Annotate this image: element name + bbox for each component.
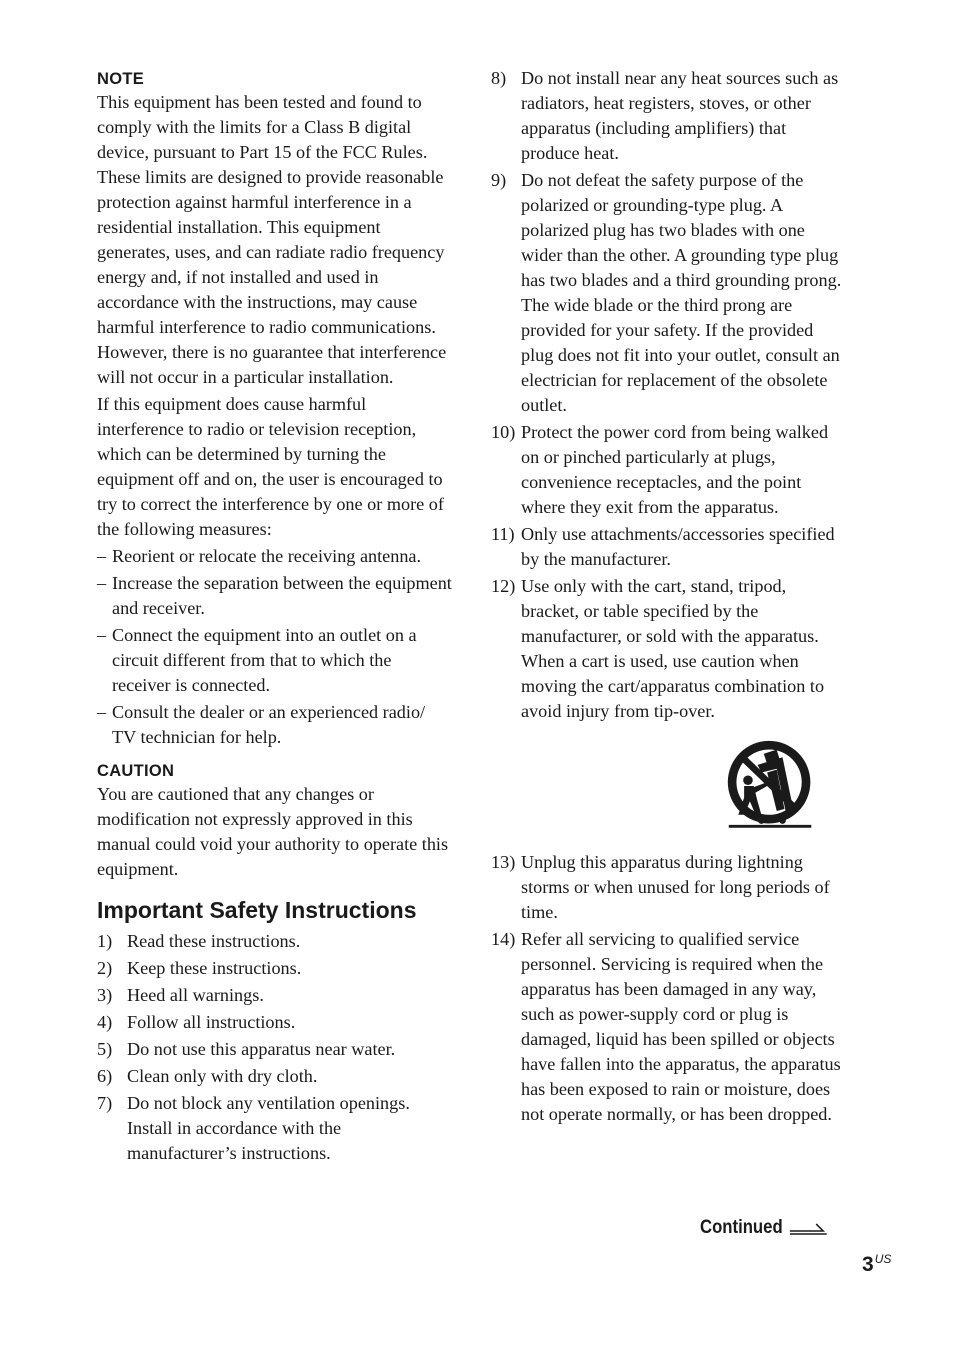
list-item: 6) Clean only with dry cloth. — [97, 1066, 318, 1086]
interference-measures-list — [97, 544, 453, 750]
safety-list-right — [491, 66, 847, 724]
right-column — [491, 66, 847, 1129]
note-paragraph-2: If this equipment does cause harmful interference to radio or television reception, which can be determined by turning the equipment off and on, the user is encouraged to try to correct the interference by one or more of the following measures: — [97, 394, 444, 539]
continued-label: Continued — [700, 1217, 828, 1239]
list-item: 5) Do not use this apparatus near water. — [97, 1039, 396, 1059]
caution-heading: CAUTION — [97, 762, 175, 780]
caution-text: You are cautioned that any changes or modification not expressly approved in this manual could void your authority to operate this equipment. — [97, 784, 449, 879]
list-item: 10) Protect the power cord from being walked on or pinched particularly at plugs, convenience receptacles, and the point where they exit from the apparatus. — [491, 422, 829, 517]
cart-tipover-warning-icon — [723, 738, 819, 834]
list-item: 1) Read these instructions. — [97, 931, 301, 951]
list-item: 14) Refer all servicing to qualified service personnel. Servicing is required when the apparatus has been damaged in any way, such as power-supply cord or plug is damaged, liquid has been spilled or objects have fallen into the apparatus, the apparatus has been exposed to rain or moisture, does not operate normally, or has been dropped. — [491, 929, 841, 1124]
page-number: $3^{US}$ — [862, 1252, 892, 1276]
note-paragraph-1: This equipment has been tested and found to comply with the limits for a Class B digital device, pursuant to Part 15 of the FCC Rules. These limits are designed to provide reasonable protection against harmful interference in a residential installation. This equipment generates, uses, and can radiate radio frequency energy and, if not installed and used in accordance with the instructions, may cause harmful interference to radio communications. However, there is no guarantee that interference will not occur in a particular installation. — [97, 92, 447, 387]
list-item: 3) Heed all warnings. — [97, 985, 264, 1005]
note-heading: NOTE — [97, 70, 145, 88]
list-item: – Increase the separation between the equipment and receiver. — [97, 573, 452, 618]
continued-arrow-icon — [790, 1220, 829, 1236]
cart-warning-figure — [491, 726, 847, 850]
safety-instructions-title: Important Safety Instructions — [97, 897, 417, 923]
list-item: – Connect the equipment into an outlet on a circuit different from that to which the receiver is connected. — [97, 625, 417, 695]
list-item: 4) Follow all instructions. — [97, 1012, 296, 1032]
safety-list-right-after — [491, 850, 847, 1127]
list-item: 8) Do not install near any heat sources such as radiators, heat registers, stoves, or other apparatus (including amplifiers) that produce heat. — [491, 68, 839, 163]
list-item: – Consult the dealer or an experienced radio/ TV technician for help. — [97, 702, 426, 747]
safety-list-left — [97, 929, 453, 1166]
list-item: 2) Keep these instructions. — [97, 958, 302, 978]
list-item: – Reorient or relocate the receiving antenna. — [97, 546, 422, 566]
list-item: 9) Do not defeat the safety purpose of the polarized or grounding-type plug. A polarized plug has two blades with one wider than the other. A grounding type plug has two blades and a third grounding prong. The wide blade or the third prong are provided for your safety. If the provided plug does not fit into your outlet, consult an electrician for replacement of the obsolete outlet. — [491, 170, 842, 415]
list-item: 7) Do not block any ventilation openings. Install in accordance with the manufacturer’s instructions. — [97, 1093, 410, 1163]
list-item: 13) Unplug this apparatus during lightning storms or when unused for long periods of time. — [491, 852, 830, 922]
list-item: 12) Use only with the cart, stand, tripod, bracket, or table specified by the manufacturer, or sold with the apparatus. When a cart is used, use caution when moving the cart/apparatus combination to avoid injury from tip-over. — [491, 576, 825, 721]
list-item: 11) Only use attachments/accessories specified by the manufacturer. — [491, 524, 835, 569]
left-column — [97, 66, 453, 1168]
